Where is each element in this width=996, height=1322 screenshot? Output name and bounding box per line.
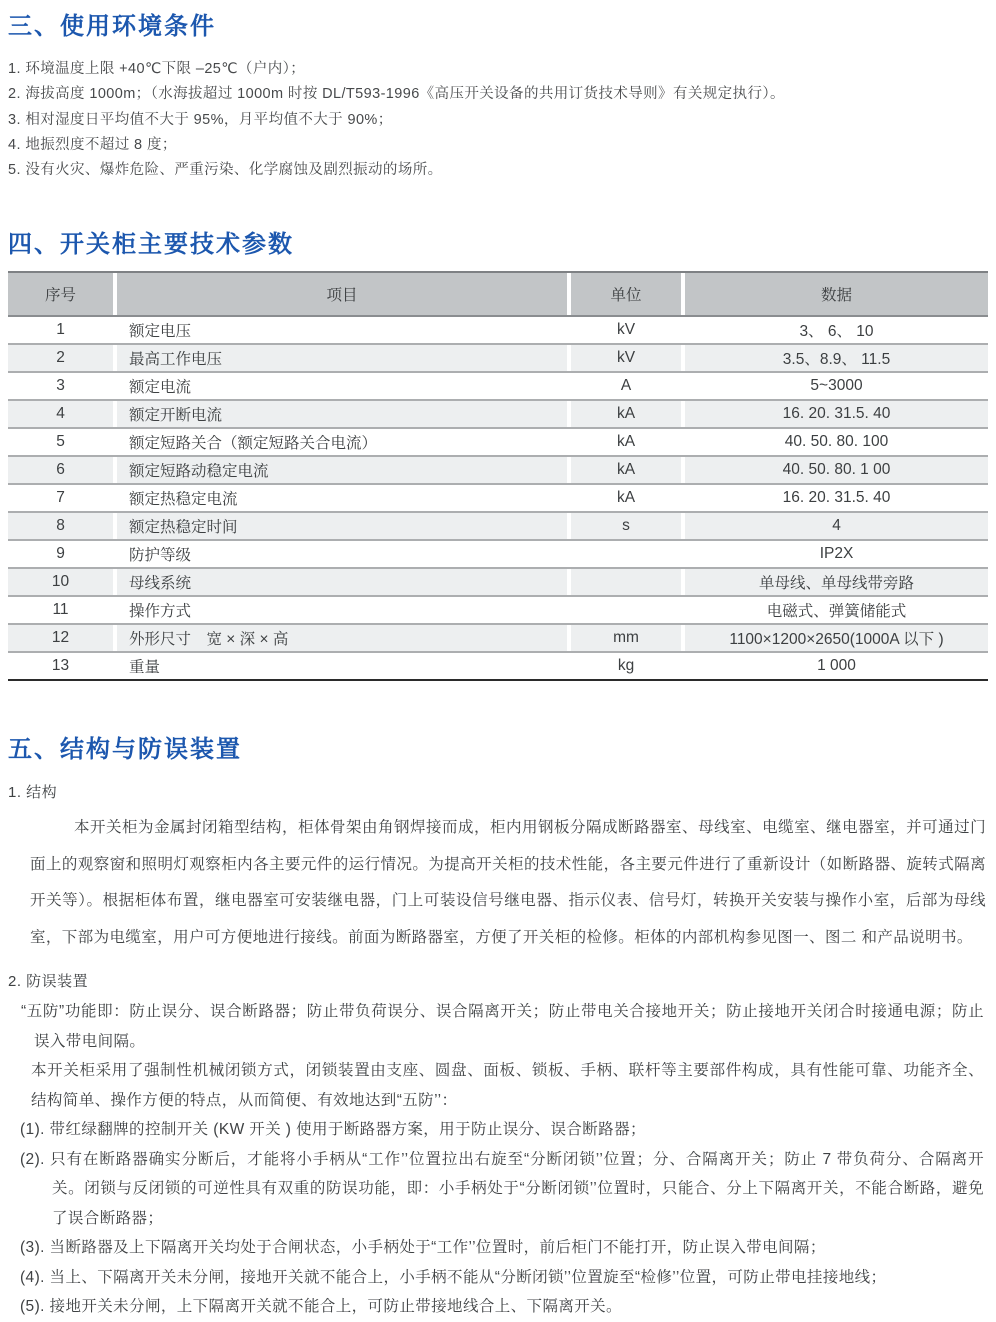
interlock-sub-label: 2. 防误装置 — [8, 973, 89, 991]
section-environment — [8, 10, 988, 183]
interlock-item: (1). 带红绿翻牌的控制开关 (KW 开关 ) 使用于断路器方案，用于防止误分、误合断路器； — [20, 1121, 646, 1139]
cell-unit: kV — [571, 345, 681, 371]
cell-item: 额定短路关合（额定短路关合电流） — [117, 429, 567, 455]
cell-unit: s — [571, 513, 681, 539]
table-row — [8, 597, 988, 625]
cell-unit: mm — [571, 625, 681, 651]
table-row — [8, 625, 988, 653]
cell-seq: 10 — [8, 569, 113, 595]
cell-seq: 9 — [8, 541, 113, 567]
table-row — [8, 569, 988, 597]
cell-seq: 12 — [8, 625, 113, 651]
interlock-item: (5). 接地开关未分闸，上下隔离开关就不能合上，可防止带接地线合上、下隔离开关。 — [20, 1298, 622, 1316]
cell-seq: 5 — [8, 429, 113, 455]
cell-item: 母线系统 — [117, 569, 567, 595]
cell-unit — [571, 597, 681, 623]
cell-data: 5~3000 — [685, 373, 988, 399]
cell-seq: 1 — [8, 317, 113, 343]
cell-data: 40. 50. 80. 100 — [685, 429, 988, 455]
section-parameters-title: 四、开关柜主要技术参数 — [8, 231, 294, 259]
five-prevention-paragraph: “五防”功能即：防止误分、误合断路器；防止带负荷误分、误合隔离开关；防止带电关合接地开关；防止接地开关闭合时接通电源；防止误入带电间隔。 — [21, 1003, 984, 1050]
cell-seq: 13 — [8, 653, 113, 679]
table-row — [8, 485, 988, 513]
header-cell-item: 项目 — [117, 273, 567, 315]
interlock-item: (3). 当断路器及上下隔离开关均处于合闸状态，小手柄处于“工作’’位置时，前后柜门不能打开，防止误入带电间隔； — [20, 1239, 826, 1257]
header-cell-unit: 单位 — [571, 273, 681, 315]
cell-data: 40. 50. 80. 1 00 — [685, 457, 988, 483]
table-row — [8, 429, 988, 457]
interlock-paragraph: 本开关柜采用了强制性机械闭锁方式，闭锁装置由支座、圆盘、面板、锁板、手柄、联杆等主要部件构成，具有性能可靠、功能齐全、结构简单、操作方便的特点，从而简便、有效地达到“五防’’： — [31, 1062, 984, 1109]
parameters-table — [8, 271, 988, 681]
table-header-row — [8, 271, 988, 317]
cell-item: 最高工作电压 — [117, 345, 567, 371]
environment-item: 3. 相对湿度日平均值不大于 95%，月平均值不大于 90%； — [8, 111, 393, 128]
header-cell-seq: 序号 — [8, 273, 113, 315]
table-row — [8, 401, 988, 429]
interlock-block — [8, 997, 988, 1322]
cell-item: 操作方式 — [117, 597, 567, 623]
cell-unit — [571, 569, 681, 595]
cell-item: 额定电压 — [117, 317, 567, 343]
cell-unit: kV — [571, 317, 681, 343]
environment-list — [8, 57, 988, 183]
section-structure — [8, 733, 988, 1322]
table-row — [8, 653, 988, 681]
cell-data: 4 — [685, 513, 988, 539]
table-row — [8, 317, 988, 345]
environment-item: 2. 海拔高度 1000m；（水海拔超过 1000m 时按 DL/T593-1996《高压开关设备的共用订货技术导则》有关规定执行）。 — [8, 86, 785, 103]
section-environment-title: 三、使用环境条件 — [8, 13, 216, 40]
cell-item: 额定热稳定电流 — [117, 485, 567, 511]
table-row — [8, 373, 988, 401]
table-body — [8, 317, 988, 681]
cell-unit: kA — [571, 485, 681, 511]
cell-data: 3.5、8.9、 11.5 — [685, 345, 988, 371]
cell-unit: kA — [571, 401, 681, 427]
cell-seq: 6 — [8, 457, 113, 483]
cell-seq: 8 — [8, 513, 113, 539]
cell-unit — [571, 541, 681, 567]
table-row — [8, 513, 988, 541]
cell-item: 额定电流 — [117, 373, 567, 399]
table-row — [8, 457, 988, 485]
cell-unit: kA — [571, 429, 681, 455]
cell-item: 外形尺寸 宽 × 深 × 高 — [117, 625, 567, 651]
section-structure-title: 五、结构与防误装置 — [8, 736, 242, 764]
cell-unit: kg — [571, 653, 681, 679]
cell-data: 1100×1200×2650(1000A 以下 ) — [685, 625, 988, 651]
cell-item: 重量 — [117, 653, 567, 679]
cell-data: 单母线、单母线带旁路 — [685, 569, 988, 595]
cell-data: 16. 20. 31.5. 40 — [685, 485, 988, 511]
cell-data: 电磁式、弹簧储能式 — [685, 597, 988, 623]
structure-sub-label: 1. 结构 — [8, 784, 58, 802]
cell-data: IP2X — [685, 541, 988, 567]
cell-unit: A — [571, 373, 681, 399]
environment-item: 5. 没有火灾、爆炸危险、严重污染、化学腐蚀及剧烈振动的场所。 — [8, 162, 443, 179]
cell-data: 16. 20. 31.5. 40 — [685, 401, 988, 427]
cell-seq: 4 — [8, 401, 113, 427]
structure-paragraph: 本开关柜为金属封闭箱型结构，柜体骨架由角钢焊接而成，柜内用钢板分隔成断路器室、母线室、电缆室、继电器室，并可通过门面上的观察窗和照明灯观察柜内各主要元件的运行情况。为提高开关柜的技术性能，各主要元件进行了重新设计（如断路器、旋转式隔离开关等）。根据柜体布置，继电器室可安装继电器，门上可装设信号继电器、指示仪表、信号灯，转换开关安装与操作小室，后部为母线室，下部为电缆室，用户可方便地进行接线。前面为断路器室，方便了开关柜的检修。柜体的内部机构参见图一、图二 和产品说明书。 — [30, 819, 986, 946]
section-parameters — [8, 228, 988, 681]
interlock-item: (2). 只有在断路器确实分断后，才能将小手柄从“工作’’位置拉出右旋至“分断闭锁’’位置；分、合隔离开关；防止 7 带负荷分、合隔离开关。闭锁与反闭锁的可逆性具有双重的防误功能，即：小手柄处于“分断闭锁’’位置时，只能合、分上下隔离开关，不能合断路，避免了误合断路器； — [20, 1150, 984, 1227]
table-row — [8, 345, 988, 373]
environment-item: 1. 环境温度上限 +40℃下限 –25℃（户内）； — [8, 61, 306, 77]
cell-unit: kA — [571, 457, 681, 483]
cell-item: 额定开断电流 — [117, 401, 567, 427]
cell-seq: 11 — [8, 597, 113, 623]
cell-seq: 3 — [8, 373, 113, 399]
cell-item: 防护等级 — [117, 541, 567, 567]
header-cell-data: 数据 — [685, 273, 988, 315]
table-row — [8, 541, 988, 569]
cell-item: 额定短路动稳定电流 — [117, 457, 567, 483]
cell-seq: 7 — [8, 485, 113, 511]
cell-seq: 2 — [8, 345, 113, 371]
cell-data: 3、 6、 10 — [685, 317, 988, 343]
interlock-item: (4). 当上、下隔离开关未分闸，接地开关就不能合上，小手柄不能从“分断闭锁’’位置旋至“检修’’位置，可防止带电挂接地线； — [20, 1268, 887, 1286]
environment-item: 4. 地振烈度不超过 8 度； — [8, 136, 177, 153]
cell-item: 额定热稳定时间 — [117, 513, 567, 539]
cell-data: 1 000 — [685, 653, 988, 679]
